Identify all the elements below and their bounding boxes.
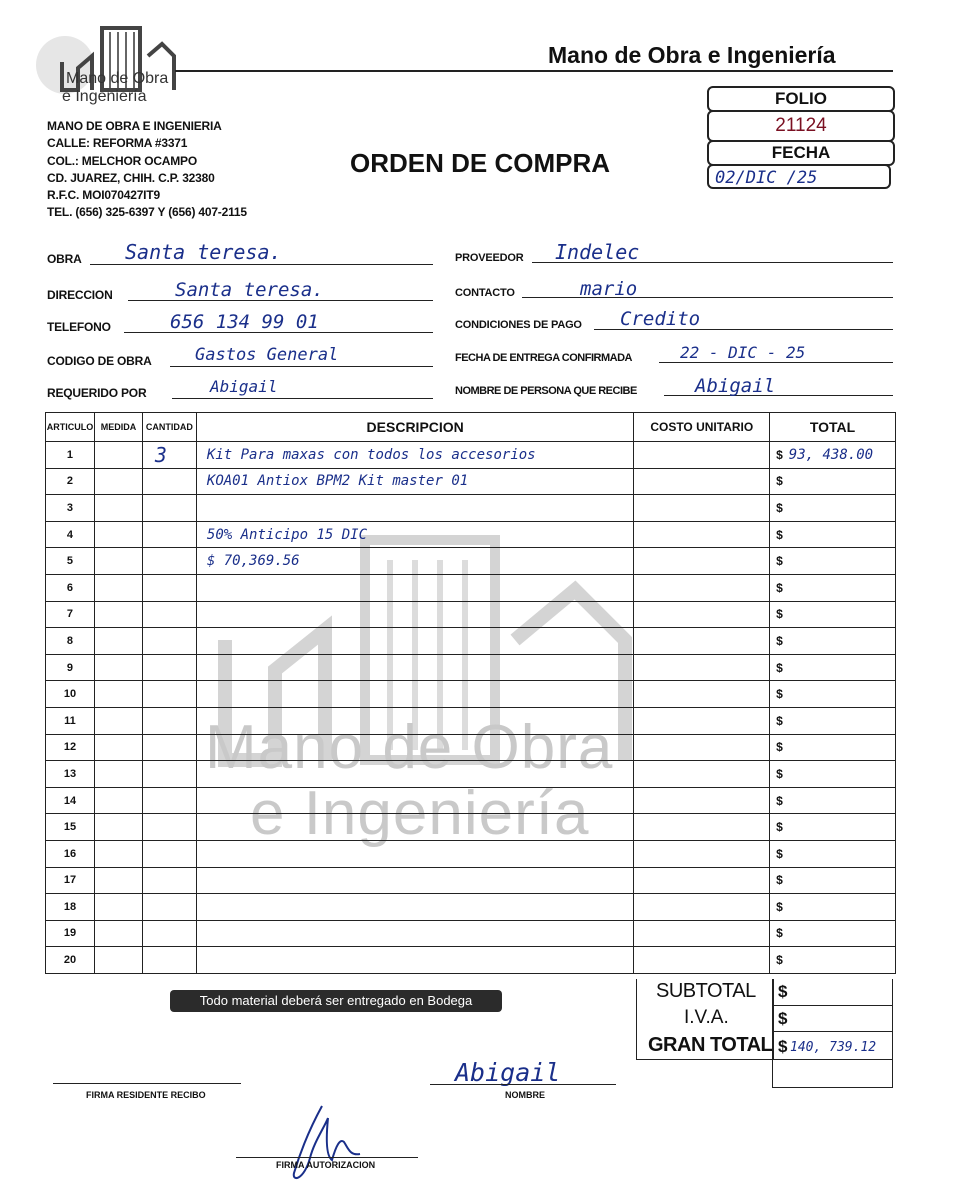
row-total-cell[interactable] [770,920,896,947]
company-city: CD. JUAREZ, CHIH. C.P. 32380 [47,170,215,185]
row-cantidad-cell[interactable] [142,654,196,681]
folio-number: 21124 [707,110,895,142]
row-descripcion-cell[interactable] [196,787,634,814]
row-cantidad-cell[interactable] [142,495,196,522]
nombre-signature: Abigail [455,1058,561,1087]
row-descripcion-cell[interactable]: $ 70,369.56 [196,548,634,575]
row-costo-unitario-cell[interactable] [634,947,770,974]
row-total-currency: $ [776,953,783,968]
row-articulo-number: 11 [46,707,95,734]
fecha-entrega-label: FECHA DE ENTREGA CONFIRMADA [455,352,632,364]
contacto-line [522,283,893,298]
row-costo-unitario-cell[interactable] [634,707,770,734]
contacto-value[interactable]: mario [580,278,638,300]
table-row [46,787,896,814]
iva-divider [772,1031,892,1032]
folio-label: FOLIO [707,86,895,112]
row-medida-cell[interactable] [94,442,142,469]
row-costo-unitario-cell[interactable] [634,734,770,761]
items-table [45,412,896,974]
nombre-line [430,1084,616,1085]
row-articulo-number: 7 [46,601,95,628]
row-total-currency: $ [776,633,783,648]
row-medida-cell[interactable] [94,468,142,495]
row-descripcion-cell[interactable] [196,495,634,522]
firma-residente-line [53,1083,241,1084]
row-medida-cell[interactable] [94,521,142,548]
row-total-currency: $ [776,474,783,489]
row-medida-cell[interactable] [94,761,142,788]
condiciones-pago-value[interactable]: Credito [620,308,701,330]
row-articulo-number: 2 [46,468,95,495]
row-total-currency: $ [776,873,783,888]
row-articulo-number: 6 [46,574,95,601]
table-row [46,707,896,734]
header-medida: MEDIDA [94,413,142,442]
row-total-value [783,633,789,649]
row-articulo-number: 3 [46,495,95,522]
row-medida-cell[interactable] [94,574,142,601]
row-total-cell[interactable] [770,707,896,734]
table-row [46,681,896,708]
row-total-cell[interactable] [770,840,896,867]
row-total-currency: $ [776,713,783,728]
row-total-value [783,793,789,809]
row-total-currency: $ [776,500,783,515]
row-total-value [783,846,789,862]
row-descripcion-cell[interactable]: KOA01 Antiox BPM2 Kit master 01 [196,468,634,495]
row-descripcion-cell[interactable] [196,894,634,921]
row-medida-cell[interactable] [94,734,142,761]
row-costo-unitario-cell[interactable] [634,787,770,814]
table-row [46,894,896,921]
row-medida-cell[interactable] [94,601,142,628]
row-descripcion-cell[interactable] [196,707,634,734]
row-total-currency: $ [776,740,783,755]
row-total-cell[interactable] [770,654,896,681]
row-articulo-number: 20 [46,947,95,974]
row-costo-unitario-cell[interactable] [634,548,770,575]
company-logo [36,22,176,112]
proveedor-value[interactable]: Indelec [555,240,640,264]
row-total-currency: $ [776,793,783,808]
row-articulo-number: 17 [46,867,95,894]
row-costo-unitario-cell[interactable] [634,894,770,921]
table-row [46,548,896,575]
row-costo-unitario-cell[interactable] [634,495,770,522]
row-cantidad-cell[interactable] [142,761,196,788]
telefono-label: TELEFONO [47,320,111,334]
row-descripcion-cell[interactable] [196,601,634,628]
table-row [46,814,896,841]
row-medida-cell[interactable] [94,654,142,681]
row-total-value [783,925,789,941]
company-phone: TEL. (656) 325-6397 Y (656) 407-2115 [47,205,247,220]
iva-currency: $ [778,1009,788,1028]
table-row [46,867,896,894]
table-row [46,840,896,867]
table-row [46,654,896,681]
header-costo-unitario: COSTO UNITARIO [634,413,770,442]
row-costo-unitario-cell[interactable] [634,681,770,708]
row-total-currency: $ [776,926,783,941]
row-costo-unitario-cell[interactable] [634,574,770,601]
row-cantidad-cell[interactable] [142,707,196,734]
row-medida-cell[interactable] [94,681,142,708]
row-descripcion-cell[interactable] [196,920,634,947]
row-descripcion-cell[interactable] [196,840,634,867]
row-articulo-number: 12 [46,734,95,761]
header-total: TOTAL [770,413,896,442]
row-medida-cell[interactable] [94,548,142,575]
row-cantidad-cell[interactable]: 3 [142,442,196,469]
row-costo-unitario-cell[interactable] [634,442,770,469]
row-articulo-number: 10 [46,681,95,708]
gran-total-value[interactable]: 140, 739.12 [790,1040,877,1055]
row-total-cell[interactable] [770,574,896,601]
table-row [46,442,896,469]
row-total-cell[interactable] [770,761,896,788]
row-cantidad-cell[interactable] [142,574,196,601]
row-cantidad-cell[interactable] [142,867,196,894]
row-total-cell[interactable] [770,495,896,522]
table-row [46,601,896,628]
row-total-currency: $ [776,899,783,914]
authorization-signature-icon [280,1098,390,1188]
row-cantidad-cell[interactable] [142,548,196,575]
row-total-cell[interactable] [770,814,896,841]
row-total-value [783,713,789,729]
firma-autorizacion-label: FIRMA AUTORIZACION [276,1160,376,1170]
row-articulo-number: 13 [46,761,95,788]
row-medida-cell[interactable] [94,814,142,841]
obra-value[interactable]: Santa teresa. [125,240,282,264]
nombre-label: NOMBRE [505,1090,545,1100]
row-costo-unitario-cell[interactable] [634,601,770,628]
row-cantidad-cell[interactable] [142,601,196,628]
row-articulo-number: 1 [46,442,95,469]
row-total-cell[interactable] [770,468,896,495]
row-total-cell[interactable] [770,548,896,575]
row-total-cell[interactable] [770,787,896,814]
table-row [46,947,896,974]
row-total-currency: $ [776,447,783,462]
table-row [46,628,896,655]
table-row [46,920,896,947]
row-total-value [783,473,789,489]
row-total-value [783,606,789,622]
row-cantidad-cell[interactable] [142,734,196,761]
watermark-text-line1: Mano de Obra [205,713,614,782]
iva-label: I.V.A. [684,1007,729,1028]
fecha-value[interactable]: 02/DIC /25 [707,164,891,189]
row-total-currency: $ [776,607,783,622]
table-row [46,761,896,788]
table-row [46,521,896,548]
row-costo-unitario-cell[interactable] [634,628,770,655]
row-medida-cell[interactable] [94,787,142,814]
brand-title: Mano de Obra e Ingeniería [548,42,836,68]
table-header-row [46,413,896,442]
row-articulo-number: 5 [46,548,95,575]
persona-recibe-label: NOMBRE DE PERSONA QUE RECIBE [455,385,637,397]
row-total-cell[interactable] [770,894,896,921]
grantotal-divider [772,1059,892,1060]
row-total-value [783,899,789,915]
row-costo-unitario-cell[interactable] [634,468,770,495]
direccion-label: DIRECCION [47,288,113,302]
row-descripcion-cell[interactable] [196,867,634,894]
row-costo-unitario-cell[interactable] [634,840,770,867]
direccion-value[interactable]: Santa teresa. [175,279,324,301]
row-total-currency: $ [776,846,783,861]
gran-total-label: GRAN TOTAL [648,1034,773,1056]
row-descripcion-cell[interactable]: 50% Anticipo 15 DIC [196,521,634,548]
proveedor-label: PROVEEDOR [455,252,524,264]
row-articulo-number: 8 [46,628,95,655]
row-cantidad-cell[interactable] [142,814,196,841]
row-total-value [783,739,789,755]
row-total-cell[interactable] [770,442,896,469]
row-costo-unitario-cell[interactable] [634,920,770,947]
watermark-text-line2: e Ingeniería [250,779,590,848]
persona-recibe-value[interactable]: Abigail [695,375,776,397]
totals-values-box [772,979,893,1088]
subtotal-currency: $ [778,982,788,1001]
row-total-value [783,500,789,516]
row-cantidad-cell[interactable] [142,840,196,867]
row-cantidad-cell[interactable] [142,628,196,655]
requerido-por-value[interactable]: Abigail [210,377,278,396]
company-name: MANO DE OBRA E INGENIERIA [47,119,222,133]
row-medida-cell[interactable] [94,495,142,522]
header-rule [175,70,893,72]
row-costo-unitario-cell[interactable] [634,654,770,681]
row-articulo-number: 19 [46,920,95,947]
header-descripcion: DESCRIPCION [196,413,634,442]
row-cantidad-cell[interactable] [142,468,196,495]
row-articulo-number: 18 [46,894,95,921]
company-street: CALLE: REFORMA #3371 [47,136,188,151]
row-costo-unitario-cell[interactable] [634,521,770,548]
company-colony: COL.: MELCHOR OCAMPO [47,153,197,168]
row-medida-cell[interactable] [94,628,142,655]
obra-label: OBRA [47,252,82,266]
row-articulo-number: 14 [46,787,95,814]
row-medida-cell[interactable] [94,867,142,894]
row-total-currency: $ [776,820,783,835]
row-descripcion-cell[interactable] [196,681,634,708]
logo-text-line2: e Ingeniería [62,88,147,105]
row-cantidad-cell[interactable] [142,521,196,548]
row-costo-unitario-cell[interactable] [634,761,770,788]
row-total-value: 93, 438.00 [788,446,874,463]
table-row [46,734,896,761]
company-rfc: R.F.C. MOI070427IT9 [47,188,160,203]
row-total-currency: $ [776,580,783,595]
row-costo-unitario-cell[interactable] [634,814,770,841]
telefono-value[interactable]: 656 134 99 01 [170,311,319,333]
row-medida-cell[interactable] [94,894,142,921]
row-descripcion-cell[interactable] [196,734,634,761]
row-articulo-number: 15 [46,814,95,841]
row-total-value [783,580,789,596]
row-cantidad-cell[interactable] [142,787,196,814]
row-total-currency: $ [776,766,783,781]
contacto-label: CONTACTO [455,287,515,299]
codigo-obra-label: CODIGO DE OBRA [47,354,152,368]
row-total-currency: $ [776,527,783,542]
row-descripcion-cell[interactable] [196,947,634,974]
firma-autorizacion-line [236,1157,418,1158]
row-total-currency: $ [776,660,783,675]
fecha-label: FECHA [707,140,895,166]
table-row [46,495,896,522]
row-total-cell[interactable] [770,734,896,761]
row-cantidad-cell[interactable] [142,681,196,708]
row-total-value [783,872,789,888]
delivery-notice: Todo material deberá ser entregado en Bodega [170,990,502,1012]
firma-residente-label: FIRMA RESIDENTE RECIBO [86,1090,206,1100]
row-medida-cell[interactable] [94,707,142,734]
row-descripcion-cell[interactable]: Kit Para maxas con todos los accesorios [196,442,634,469]
row-total-value [783,660,789,676]
row-cantidad-cell[interactable] [142,920,196,947]
row-articulo-number: 9 [46,654,95,681]
subtotal-divider [772,1005,892,1006]
row-total-currency: $ [776,687,783,702]
header-cantidad: CANTIDAD [142,413,196,442]
subtotal-label: SUBTOTAL [656,980,756,1002]
row-total-cell[interactable] [770,628,896,655]
table-row [46,468,896,495]
codigo-obra-value[interactable]: Gastos General [195,345,339,365]
row-costo-unitario-cell[interactable] [634,867,770,894]
row-descripcion-cell[interactable] [196,654,634,681]
row-descripcion-cell[interactable] [196,574,634,601]
row-total-cell[interactable] [770,681,896,708]
row-total-currency: $ [776,554,783,569]
document-title: ORDEN DE COMPRA [350,148,611,178]
row-cantidad-cell[interactable] [142,894,196,921]
fecha-entrega-value[interactable]: 22 - DIC - 25 [680,343,806,362]
row-total-value [783,686,789,702]
row-articulo-number: 4 [46,521,95,548]
logo-text-line1: Mano de Obra [66,70,169,87]
row-total-cell[interactable] [770,867,896,894]
row-medida-cell[interactable] [94,947,142,974]
row-medida-cell[interactable] [94,920,142,947]
row-total-value [783,819,789,835]
row-total-value [783,553,789,569]
row-total-value [783,766,789,782]
row-total-cell[interactable] [770,521,896,548]
row-total-cell[interactable] [770,947,896,974]
totals-block [636,979,892,1089]
row-descripcion-cell[interactable] [196,628,634,655]
table-row [46,574,896,601]
row-articulo-number: 16 [46,840,95,867]
requerido-por-label: REQUERIDO POR [47,386,147,400]
condiciones-pago-label: CONDICIONES DE PAGO [455,319,582,331]
company-info [47,118,247,222]
row-total-value [783,952,789,968]
row-medida-cell[interactable] [94,840,142,867]
row-descripcion-cell[interactable] [196,814,634,841]
header-articulo: ARTICULO [46,413,95,442]
gran-total-currency: $ [778,1037,788,1056]
row-total-value [783,527,789,543]
row-cantidad-cell[interactable] [142,947,196,974]
row-total-cell[interactable] [770,601,896,628]
row-descripcion-cell[interactable] [196,761,634,788]
